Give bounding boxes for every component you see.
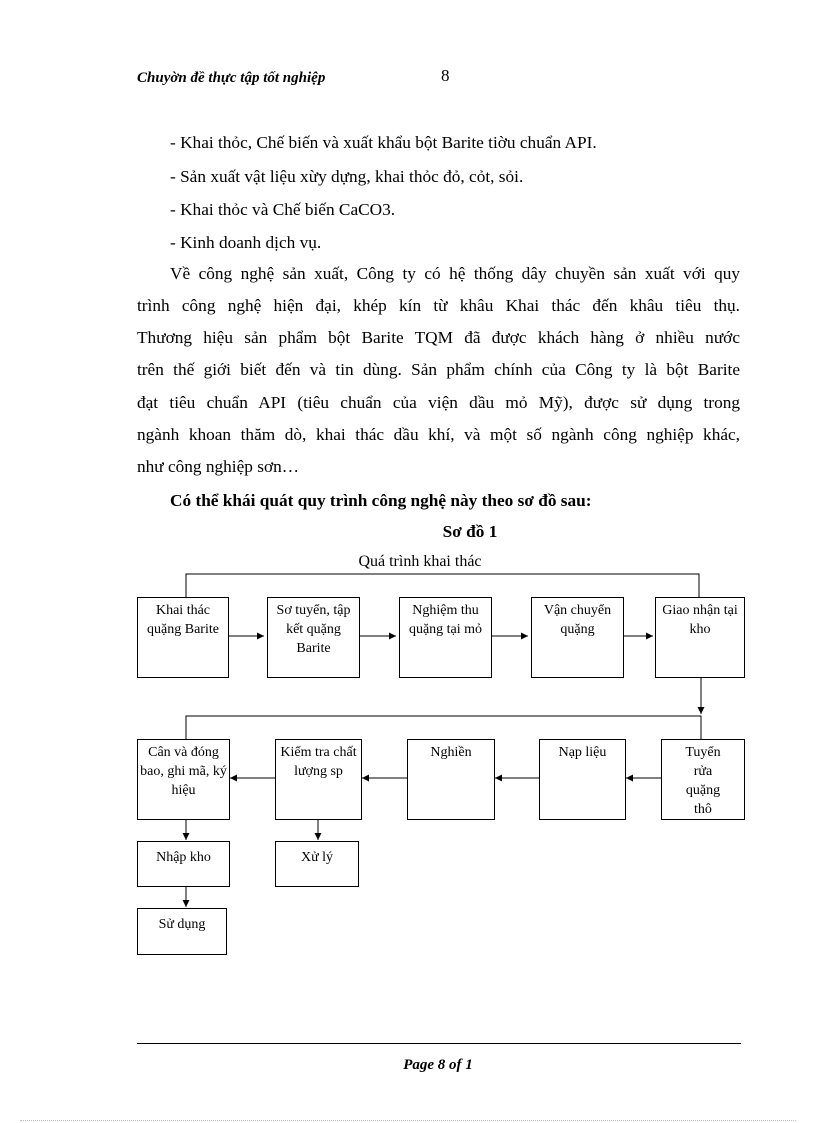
box-khai-thac: Khai thác quặng Barite (137, 597, 229, 678)
box-nap-lieu: Nạp liệu (539, 739, 626, 820)
paragraph-line: đạt tiêu chuẩn API (tiêu chuẩn của viện dầu mỏ Mỹ), được sử dụng trong (137, 393, 740, 412)
paragraph-line: ngành khoan thăm dò, khai thác dầu khí, và một số ngành công nghiệp khác, (137, 425, 740, 444)
bullet-line: - Khai thỏc và Chế biến CaCO3. (170, 200, 396, 219)
box-can-dong-bao: Cân và đóng bao, ghi mã, ký hiệu (137, 739, 230, 820)
bullet-line: - Kinh doanh dịch vụ. (170, 233, 322, 252)
box-kiem-tra: Kiểm tra chất lượng sp (275, 739, 362, 820)
box-so-tuyen: Sơ tuyển, tập kết quặng Barite (267, 597, 360, 678)
paragraph-line: trên thế giới biết đến và tin dùng. Sản phẩm chính của Công ty là bột Barite (137, 360, 740, 379)
diagram-caption: Sơ đồ 1 (442, 522, 498, 541)
box-nghiem-thu: Nghiệm thu quặng tại mỏ (399, 597, 492, 678)
header-page-number: 8 (441, 66, 450, 85)
page-edge-dotted-line (20, 1120, 796, 1121)
footer-rule (137, 1043, 741, 1044)
top-bracket-line (186, 574, 699, 597)
flow-label: Quá trình khai thác (358, 553, 482, 570)
diagram-heading: Có thể khái quát quy trình công nghệ này theo sơ đồ sau: (170, 491, 592, 510)
paragraph-line: Về công nghệ sản xuất, Công ty có hệ thống dây chuyền sản xuất với quy (170, 264, 740, 283)
paragraph-line: Thương hiệu sản phẩm bột Barite TQM đã được khách hàng ở nhiều nước (137, 328, 740, 347)
middle-bracket-line (186, 716, 701, 739)
footer-page-label: Page 8 of 1 (403, 1057, 473, 1073)
bullet-line: - Khai thỏc, Chế biến và xuất khẩu bột Barite tiờu chuẩn API. (170, 133, 597, 152)
box-xu-ly: Xử lý (275, 841, 359, 887)
box-nhap-kho: Nhập kho (137, 841, 230, 887)
box-nghien: Nghiền (407, 739, 495, 820)
bullet-line: - Sản xuất vật liệu xừy dựng, khai thỏc đỏ, cỏt, sỏi. (170, 167, 524, 186)
box-tuyen-rua: Tuyển rửa quặng thô (661, 739, 745, 820)
box-giao-nhan: Giao nhận tại kho (655, 597, 745, 678)
paragraph-line: trình công nghệ hiện đại, khép kín từ khâu Khai thác đến khâu tiêu thụ. (137, 296, 740, 315)
paragraph-line: như công nghiệp sơn… (137, 457, 300, 476)
header-title: Chuyờn đề thực tập tốt nghiệp (137, 70, 326, 86)
box-van-chuyen: Vận chuyển quặng (531, 597, 624, 678)
box-su-dung: Sử dụng (137, 908, 227, 955)
